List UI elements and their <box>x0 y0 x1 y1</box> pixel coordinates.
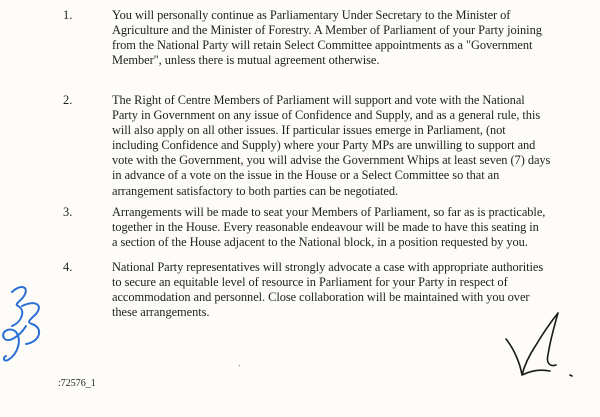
clause-number: 3. <box>63 205 73 219</box>
clause-text: The Right of Centre Members of Parliament will support and vote with the National Party in Government on any issue of Confidence and Supply, and as a general rule, this will also apply on all other issues. If particular issues emerge in Parliament, (not including Confidence and Supply) where your Party MPs are unwilling to support and vote with the Government, you will advise the Government Whips at least seven (7) days in advance of a vote on the issue in the House or a Select Committee so that an arrangement satisfactory to both parties can be negotiated. <box>112 93 551 198</box>
document-reference: :72576_1 <box>58 378 96 389</box>
signature-icon <box>500 305 582 385</box>
clause-text: You will personally continue as Parliamentary Under Secretary to the Minister of Agriculture and the Minister of Forestry. A Member of Parliament of your Party joining from the National Party will retain Select Committee appointments as a "Government Member", unless there is mutual agreement otherwise. <box>112 8 542 68</box>
clause-number: 2. <box>63 93 73 107</box>
clause-number: 1. <box>63 8 73 22</box>
handwritten-initials-icon <box>0 282 56 366</box>
clause-text: Arrangements will be made to seat your Members of Parliament, so far as is practicable, together in the House. Every reasonable endeavour will be made to have this seating in a section of the House adjacent to the National block, in a position requested by you. <box>112 205 546 250</box>
clause-number: 4. <box>63 260 73 274</box>
ink-speck-icon <box>238 364 241 367</box>
clause-text: National Party representatives will strongly advocate a case with appropriate authorities to secure an equitable level of resource in Parliament for your Party in respect of accommodation and personnel. Close collaboration will be maintained with you over these arrangements. <box>112 260 544 320</box>
